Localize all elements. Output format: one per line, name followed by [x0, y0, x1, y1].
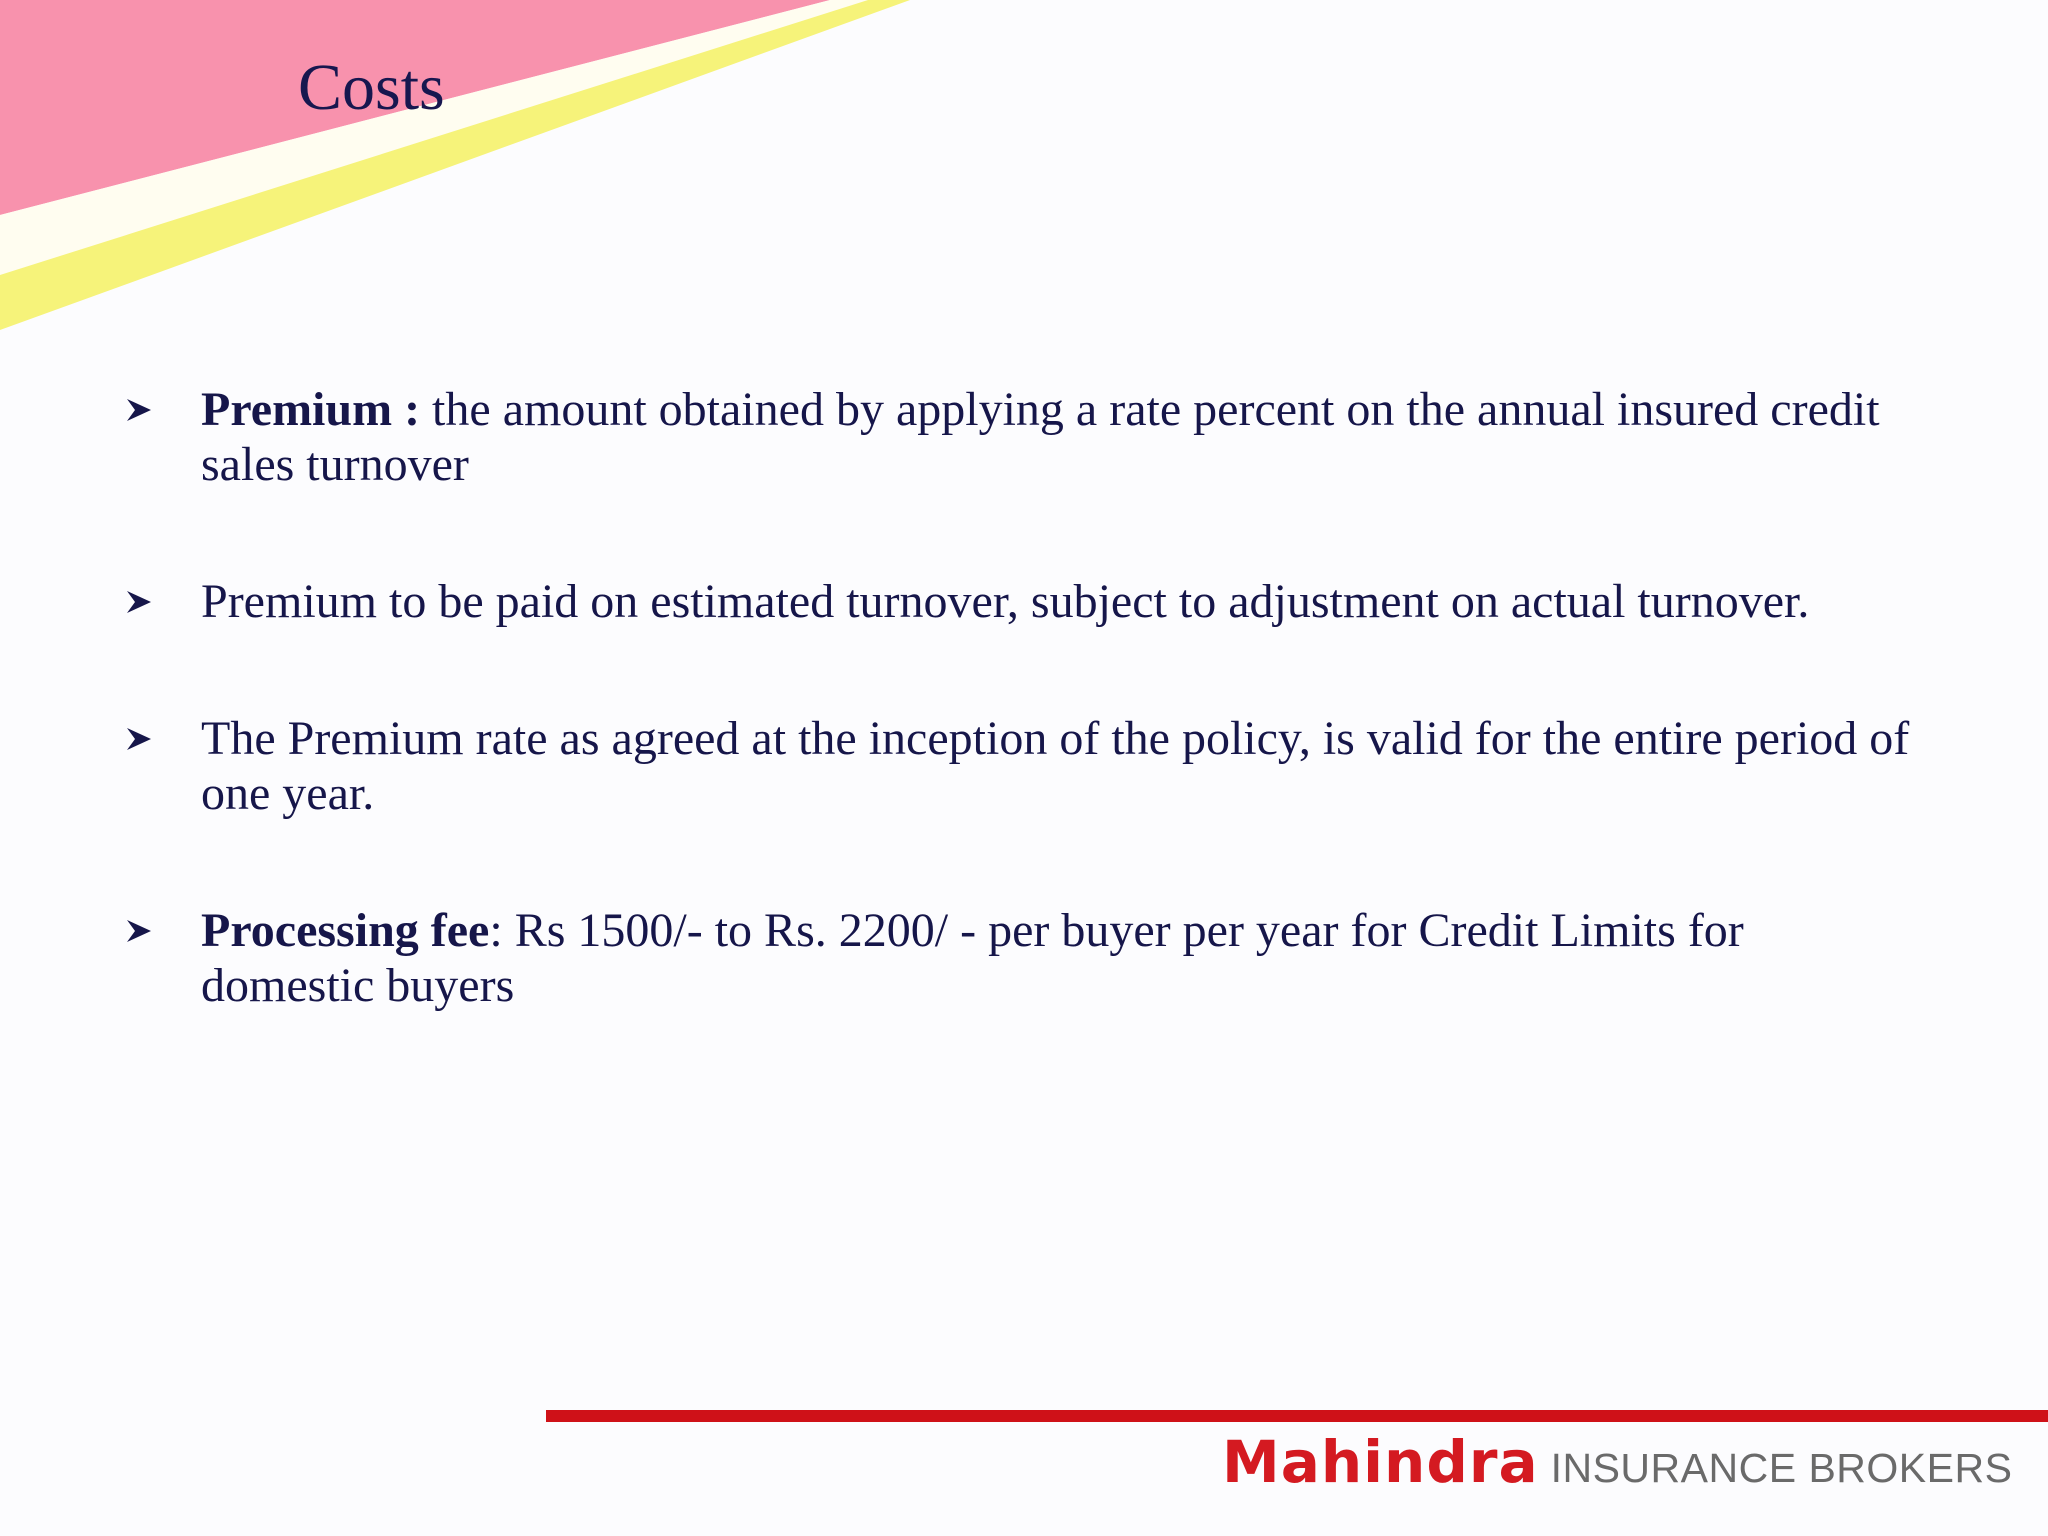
bullet-body: The Premium rate as agreed at the inception of the policy, is valid for the entire period of one year.	[201, 712, 1910, 820]
bullet-bold-label: Premium :	[201, 383, 421, 436]
bullet-item-premium	[120, 382, 1920, 492]
bullet-bold-label: Processing fee	[201, 904, 490, 957]
bullet-body: Premium to be paid on estimated turnover, subject to adjustment on actual turnover.	[201, 575, 1810, 628]
bullet-text	[201, 903, 1920, 1013]
arrowhead-bullet-icon	[126, 726, 152, 752]
bullet-body: : Rs 1500/- to Rs. 2200/ - per buyer per year for Credit Limits for domestic buyers	[201, 904, 1744, 1012]
logo-brand-name: Mahindra	[1222, 1428, 1539, 1496]
bullet-text	[201, 711, 1920, 821]
footer-divider	[546, 1410, 2048, 1422]
bullet-body: the amount obtained by applying a rate percent on the annual insured credit sales turnover	[201, 383, 1880, 491]
bullet-text	[201, 574, 1920, 629]
bullet-list	[120, 382, 1920, 1095]
arrowhead-bullet-icon	[126, 589, 152, 615]
bullet-item-estimated-turnover	[120, 574, 1920, 629]
bullet-item-premium-rate	[120, 711, 1920, 821]
logo-subtitle: INSURANCE BROKERS	[1550, 1445, 2013, 1491]
bullet-item-processing-fee	[120, 903, 1920, 1013]
arrowhead-bullet-icon	[126, 397, 152, 423]
bullet-text	[201, 382, 1920, 492]
slide-title: Costs	[298, 51, 445, 124]
company-logo	[1222, 1428, 2012, 1496]
arrowhead-bullet-icon	[126, 918, 152, 944]
